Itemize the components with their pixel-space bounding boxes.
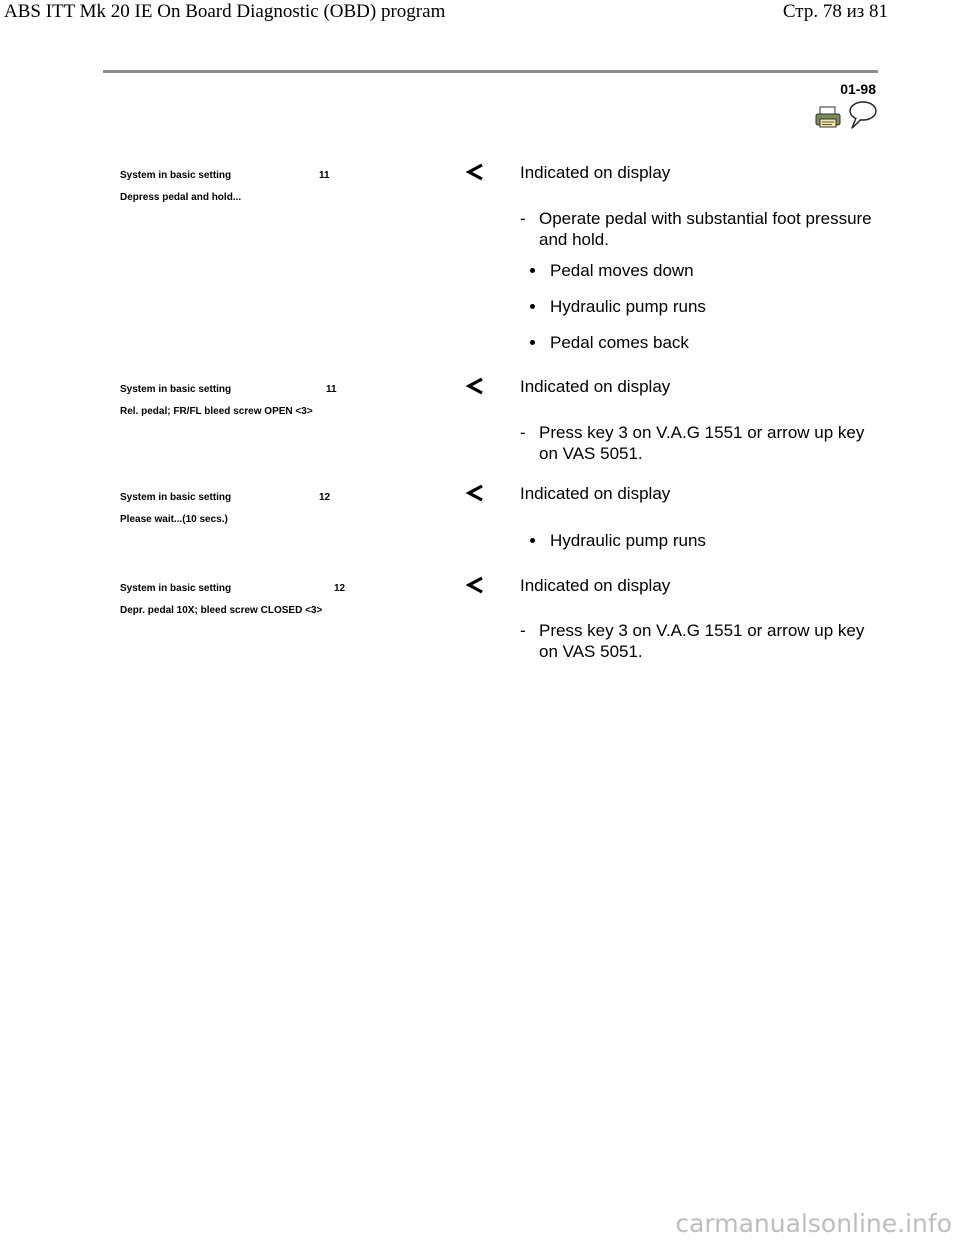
display-readout-3	[120, 492, 331, 525]
result-text: Pedal moves down	[550, 261, 694, 280]
display-number: 11	[326, 384, 337, 395]
indicated-label: Indicated on display	[520, 484, 671, 503]
display-number: 12	[319, 492, 331, 503]
page-number: 01-98	[840, 81, 876, 97]
result-text: Hydraulic pump runs	[550, 531, 706, 550]
display-line1: System in basic setting	[120, 170, 232, 181]
display-readout-1	[120, 170, 330, 203]
bullet-icon	[530, 340, 535, 345]
display-line2: Depress pedal and hold...	[120, 192, 242, 203]
action-text: Press key 3 on V.A.G 1551 or arrow up key on VAS 5051.	[539, 423, 865, 463]
action-text: Press key 3 on V.A.G 1551 or arrow up key on VAS 5051.	[539, 621, 865, 661]
indicated-label: Indicated on display	[520, 377, 671, 396]
indicated-label: Indicated on display	[520, 163, 671, 182]
display-readout-4	[120, 583, 346, 616]
display-line1: System in basic setting	[120, 583, 232, 594]
action-text: Operate pedal with substantial foot pressure and hold.	[539, 209, 872, 249]
bullet-icon	[530, 538, 535, 543]
display-line2: Depr. pedal 10X; bleed screw CLOSED <3>	[120, 605, 323, 616]
display-line2: Rel. pedal; FR/FL bleed screw OPEN <3>	[120, 406, 313, 417]
page-indicator: Стр. 78 из 81	[782, 1, 888, 22]
arrow-left-icon	[466, 484, 484, 502]
bullet-icon	[530, 304, 535, 309]
result-text: Pedal comes back	[550, 333, 689, 352]
display-line2: Please wait...(10 secs.)	[120, 514, 228, 525]
display-readout-2	[120, 384, 337, 417]
display-number: 12	[334, 583, 346, 594]
result-text: Hydraulic pump runs	[550, 297, 706, 316]
display-line1: System in basic setting	[120, 384, 232, 395]
arrow-left-icon	[466, 377, 484, 395]
arrow-left-icon	[466, 576, 484, 594]
arrow-left-icon	[466, 163, 484, 181]
speech-balloon-icon[interactable]	[846, 100, 878, 130]
display-line1: System in basic setting	[120, 492, 232, 503]
bullet-icon	[530, 268, 535, 273]
document-title: ABS ITT Mk 20 IE On Board Diagnostic (OBD) program	[4, 1, 446, 22]
display-number: 11	[319, 170, 330, 181]
watermark: carmanualsonline.info	[675, 1209, 952, 1238]
indicated-label: Indicated on display	[520, 576, 671, 595]
printer-icon[interactable]	[815, 106, 841, 128]
header-rule	[103, 70, 878, 73]
